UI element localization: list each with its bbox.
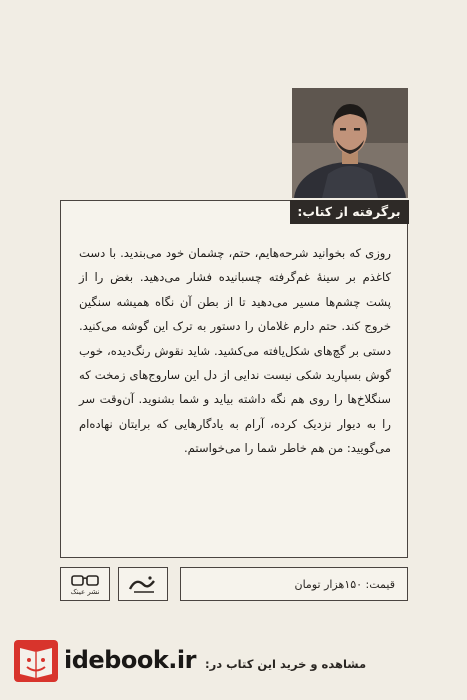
calligraphy-logo-icon xyxy=(126,573,160,595)
imprint-logo xyxy=(118,567,168,601)
store-tagline: مشاهده و خرید این کتاب در: xyxy=(205,657,367,671)
excerpt-text: روزی که بخوانید شرحه‌هایم، حتم، چشمان خود می‌بندید. با دست کاغذم بر سینهٔ غم‌گرفته چسبانیده فشار می‌دهید. بغض را از پشت چشم‌ها مسیر می‌دهید تا از بطن آن نگاه همیشه سنگین خروج کند. حتم دارم غلامان را دستور به ترک این گوشه می‌کنید. دستی بر گچ‌های شکل‌یافته می‌کشید. شاید نقوش رنگ‌دیده، خوب گوش بسپارید شکی نیست ندایی از دل این ساروج‌های زمخت که سنگلاخ‌ها را روی هم نگه داشته بیاید و شما بشنوید. آن‌وقت سر را به دیوار نزدیک کرده، آرام به یادگارهایی که برایتان نهاده‌ام می‌گویید: من هم خاطر شما را می‌خواستم. xyxy=(79,246,391,456)
store-brand[interactable]: idebook.ir xyxy=(64,646,196,674)
price-text: قیمت: ۱۵۰هزار تومان xyxy=(294,577,395,591)
price-box xyxy=(180,567,408,601)
store-watermark[interactable] xyxy=(0,622,467,700)
excerpt-box xyxy=(60,200,408,558)
excerpt-label: برگرفته از کتاب: xyxy=(290,200,409,224)
publisher-logo xyxy=(60,567,110,601)
footer-bar xyxy=(60,567,408,601)
open-book-smile-icon xyxy=(12,636,60,686)
glasses-icon xyxy=(70,573,100,587)
publisher-name: نشر عینک xyxy=(70,587,100,596)
author-photo xyxy=(292,88,408,198)
